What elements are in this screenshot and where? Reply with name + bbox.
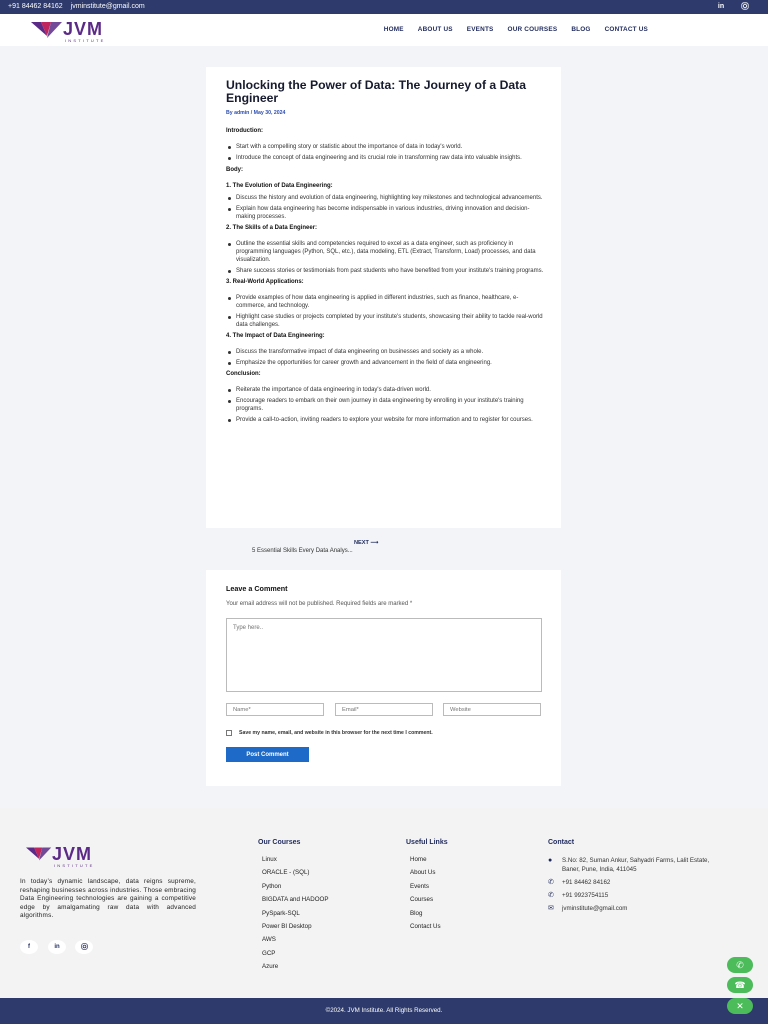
list-item: Provide a call-to-action, inviting readers to explore your website for more information and to register for courses. — [226, 416, 544, 424]
call-button[interactable] — [727, 957, 753, 973]
name-field[interactable] — [226, 703, 324, 716]
section-heading: Conclusion: — [226, 371, 261, 377]
course-link[interactable]: PySpark-SQL — [262, 909, 300, 917]
course-link[interactable]: Python — [262, 882, 282, 890]
logo-text: JVM — [52, 844, 93, 864]
list-item: Highlight case studies or projects completed by your institute's students, showcasing their ability to tackle real-world data challenges. — [226, 313, 544, 329]
list-item: Share success stories or testimonials from past students who have benefited from your institute's training programs. — [226, 267, 544, 275]
footer-link-blog[interactable]: Blog — [410, 909, 423, 917]
footer-link-courses[interactable]: Courses — [410, 896, 434, 904]
contact-phone-row — [548, 878, 718, 887]
course-link[interactable]: ORACLE - (SQL) — [262, 869, 310, 877]
topbar-email[interactable]: jvminstitute@gmail.com — [70, 3, 145, 10]
footer-link-about-us[interactable]: About Us — [410, 869, 436, 877]
footer-about-text: In today’s dynamic landscape, data reigns supreme, reshaping businesses across industries. Those embracing Data Engineering technologies are gaining a competitive edge by amalgamating raw data with advanced algorithms. — [20, 878, 196, 920]
list-item: Encourage readers to embark on their own journey in data engineering by enrolling in your institute's training programs. — [226, 397, 544, 413]
phone-icon: ✆ — [548, 879, 554, 886]
course-link[interactable]: Linux — [262, 856, 277, 863]
course-link[interactable]: Azure — [262, 963, 279, 971]
section-heading: Body: — [226, 167, 243, 173]
save-info-label: Save my name, email, and website in this browser for the next time I comment. — [239, 730, 433, 736]
topbar-phone[interactable]: +91 84462 84162 — [8, 3, 63, 10]
instagram-icon[interactable] — [75, 940, 93, 954]
comment-heading: Leave a Comment — [226, 584, 288, 593]
logo-mark-icon — [26, 845, 52, 863]
contact-email-row — [548, 904, 718, 913]
footer-link-events[interactable]: Events — [410, 882, 429, 890]
mail-icon: ✉ — [548, 905, 554, 912]
course-link[interactable]: BIGDATA and HADOOP — [262, 896, 329, 904]
contact-phone-1[interactable]: +91 84462 84162 — [562, 879, 611, 886]
course-link[interactable]: Power BI Desktop — [262, 922, 312, 930]
location-pin-icon: ● — [548, 857, 553, 864]
footer-contact-heading: Contact — [548, 839, 575, 846]
nav-home[interactable]: HOME — [383, 26, 404, 33]
logo-text: JVM — [63, 19, 104, 39]
footer-logo[interactable] — [26, 844, 95, 868]
footer-link-home[interactable]: Home — [410, 856, 427, 863]
logo-subtext: INSTITUTE — [65, 38, 106, 43]
nav-our-courses[interactable]: OUR COURSES — [507, 26, 558, 33]
article-body — [226, 127, 544, 424]
phone-icon: ✆ — [548, 892, 554, 899]
footer-link-contact-us[interactable]: Contact Us — [410, 922, 441, 930]
footer-links — [406, 839, 448, 936]
comment-form — [206, 570, 561, 786]
contact-phone-row — [548, 891, 718, 900]
save-info-checkbox[interactable] — [226, 730, 232, 736]
site-footer — [0, 808, 768, 998]
nav-contact-us[interactable]: CONTACT US — [604, 26, 648, 33]
next-post-label[interactable]: NEXT ⟶ — [354, 540, 379, 546]
top-bar — [0, 0, 768, 14]
site-header — [0, 14, 768, 46]
phone-icon: ✆ — [736, 960, 744, 970]
contact-phone-2[interactable]: +91 9923754115 — [562, 892, 609, 899]
logo-mark-icon — [31, 20, 63, 40]
footer-courses — [258, 839, 328, 977]
course-link[interactable]: GCP — [262, 949, 276, 957]
course-link[interactable]: AWS — [262, 936, 276, 944]
linkedin-icon[interactable]: in — [717, 3, 725, 10]
nav-events[interactable]: EVENTS — [466, 26, 494, 33]
close-icon: ✕ — [736, 1001, 744, 1011]
article-card — [206, 67, 561, 528]
list-item: Explain how data engineering has become indispensable in various industries, driving innovation and decision-making processes. — [226, 205, 544, 221]
comment-note: Your email address will not be published. Required fields are marked * — [226, 601, 413, 607]
logo-subtext: INSTITUTE — [54, 863, 95, 868]
contact-address-row — [548, 856, 718, 874]
close-floating-button[interactable] — [727, 998, 753, 1014]
list-item: Reiterate the importance of data engineering in today's data-driven world. — [226, 386, 544, 394]
main-nav — [384, 26, 648, 33]
linkedin-icon[interactable]: in — [48, 940, 66, 954]
list-item: Outline the essential skills and competencies required to excel as a data engineer, such as proficiency in programming languages (Python, SQL, etc.), data modeling, ETL (Extract, Transform, Load) processes, and data visualization. — [226, 240, 544, 264]
nav-about-us[interactable]: ABOUT US — [417, 26, 453, 33]
website-field[interactable] — [443, 703, 541, 716]
list-item: Start with a compelling story or statistic about the importance of data in today's world. — [226, 143, 544, 151]
email-field[interactable] — [335, 703, 433, 716]
post-comment-button[interactable]: Post Comment — [226, 747, 309, 762]
section-heading: Introduction: — [226, 128, 263, 134]
article-meta[interactable]: By admin / May 30, 2024 — [226, 110, 286, 116]
article-title: Unlocking the Power of Data: The Journey of a Data Engineer — [226, 78, 526, 105]
section-heading: 3. Real-World Applications: — [226, 279, 304, 285]
nav-blog[interactable]: BLOG — [571, 26, 591, 33]
logo[interactable] — [31, 19, 106, 43]
contact-address: S.No: 82, Suman Ankur, Sahyadri Farms, Lalit Estate, Baner, Pune, India, 411045 — [562, 857, 710, 873]
section-heading: 2. The Skills of a Data Engineer: — [226, 225, 318, 231]
footer-links-heading: Useful Links — [406, 839, 448, 846]
comment-textarea[interactable] — [226, 618, 542, 692]
section-heading: 1. The Evolution of Data Engineering: — [226, 183, 333, 189]
section-heading: 4. The Impact of Data Engineering: — [226, 333, 325, 339]
next-post-link[interactable]: 5 Essential Skills Every Data Analys... — [252, 548, 353, 554]
whatsapp-button[interactable] — [727, 977, 753, 993]
instagram-icon[interactable] — [740, 2, 750, 12]
copyright-bar: ©2024. JVM Institute. All Rights Reserved. — [0, 998, 768, 1024]
footer-contact — [548, 839, 718, 917]
list-item: Discuss the transformative impact of data engineering on businesses and society as a whole. — [226, 348, 544, 356]
list-item: Provide examples of how data engineering is applied in different industries, such as finance, healthcare, e-commerce, and technology. — [226, 294, 544, 310]
contact-email[interactable]: jvminstitute@gmail.com — [562, 905, 628, 912]
list-item: Emphasize the opportunities for career growth and advancement in the field of data engineering. — [226, 359, 544, 367]
list-item: Discuss the history and evolution of data engineering, highlighting key milestones and technological advancements. — [226, 194, 544, 202]
whatsapp-icon: ☎ — [734, 980, 746, 990]
footer-courses-heading: Our Courses — [258, 839, 301, 846]
facebook-icon[interactable]: f — [20, 940, 38, 954]
save-info-row — [226, 730, 433, 736]
list-item: Introduce the concept of data engineering and its crucial role in transforming raw data into valuable insights. — [226, 154, 544, 162]
